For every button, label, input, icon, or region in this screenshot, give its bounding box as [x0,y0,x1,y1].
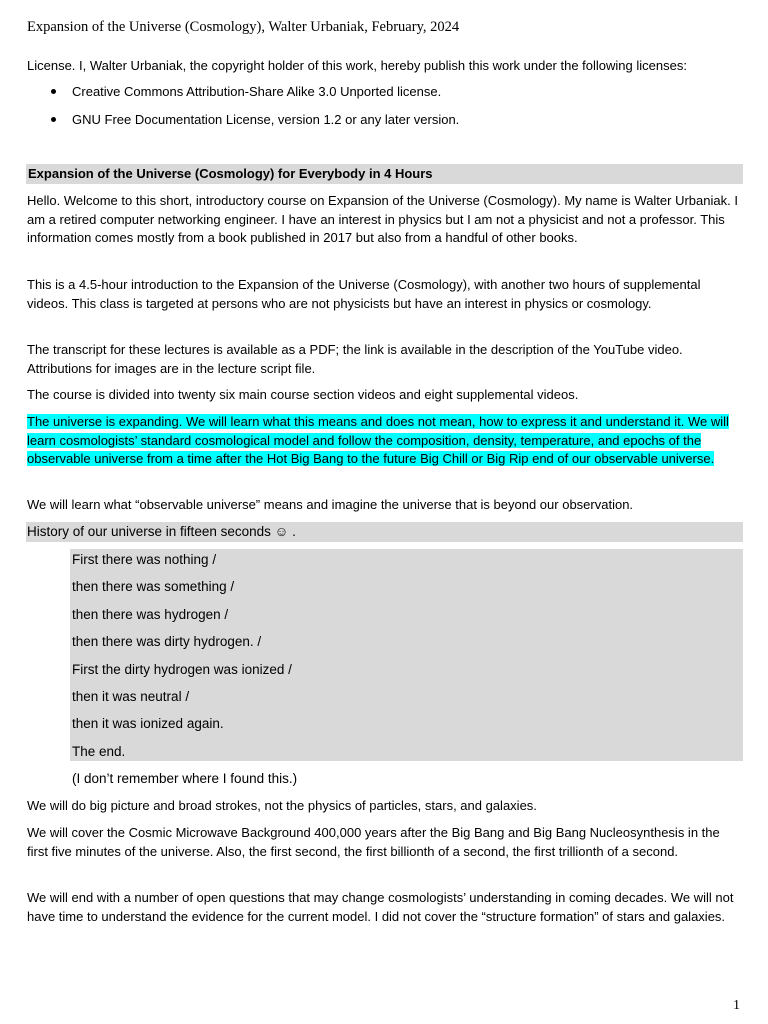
highlighted-paragraph [27,413,739,469]
document-title-line: Expansion of the Universe (Cosmology), Walter Urbaniak, February, 2024 [27,19,460,35]
duration-paragraph: This is a 4.5-hour introduction to the Expansion of the Universe (Cosmology), with another two hours of supplemental videos. This class is targeted at persons who are not physicists but have an interest in physics or cosmology. [27,277,701,311]
course-heading [26,164,743,184]
bullet-icon [51,89,56,94]
poem-line: First there was nothing / [72,552,217,567]
course-heading-text: Expansion of the Universe (Cosmology) for Everybody in 4 Hours [28,166,433,181]
poem-note: (I don’t remember where I found this.) [72,771,298,786]
license-item-text: GNU Free Documentation License, version 1.2 or any later version. [72,112,460,127]
poem-line: then there was hydrogen / [72,607,229,622]
big-picture-paragraph: We will do big picture and broad strokes, not the physics of particles, stars, and galaxies. [27,798,537,813]
license-item [27,111,727,139]
poem-line: then there was dirty hydrogen. / [72,634,262,649]
poem-block [70,549,743,761]
sections-paragraph: The course is divided into twenty six main course section videos and eight supplemental videos. [27,387,579,402]
license-item-text: Creative Commons Attribution-Share Alike 3.0 Unported license. [72,84,442,99]
license-item [27,83,727,111]
intro-paragraph: Hello. Welcome to this short, introductory course on Expansion of the Universe (Cosmology). My name is Walter Urbaniak. I am a retired computer networking engineer. I have an interest in physics but I am not a physicist and not a professor. This information comes mostly from a book published in 2017 but also from a handful of other books. [27,193,738,245]
history-heading [26,522,743,542]
page-number: 1 [733,998,740,1013]
poem-line: The end. [72,744,126,759]
poem-line: First the dirty hydrogen was ionized / [72,662,292,677]
poem-line: then it was ionized again. [72,716,224,731]
history-heading-text: History of our universe in fifteen seconds ☺ . [27,524,296,539]
observable-paragraph: We will learn what “observable universe” means and imagine the universe that is beyond our observation. [27,497,634,512]
license-intro: License. I, Walter Urbaniak, the copyright holder of this work, hereby publish this work under the following licenses: [27,58,687,73]
highlighted-text: The universe is expanding. We will learn what this means and does not mean, how to express it and understand it. We will learn cosmologists’ standard cosmological model and follow the composition, density, temperature, and epochs of the observable universe from a time after the Hot Big Bang to the future Big Chill or Big Rip end of our observable universe. [27,414,729,466]
bullet-icon [51,117,56,122]
poem-line: then there was something / [72,579,235,594]
poem-line: then it was neutral / [72,689,190,704]
open-questions-paragraph: We will end with a number of open questions that may change cosmologists’ understanding in coming decades. We will not have time to understand the evidence for the current model. I did not cover the “structure formation” of stars and galaxies. [27,890,734,924]
transcript-paragraph: The transcript for these lectures is available as a PDF; the link is available in the description of the YouTube video. Attributions for images are in the lecture script file. [27,342,683,376]
license-list [27,83,727,139]
cmb-paragraph: We will cover the Cosmic Microwave Background 400,000 years after the Big Bang and Big Bang Nucleosynthesis in the first five minutes of the universe. Also, the first second, the first billionth of a second, the first trillionth of a second. [27,825,720,859]
